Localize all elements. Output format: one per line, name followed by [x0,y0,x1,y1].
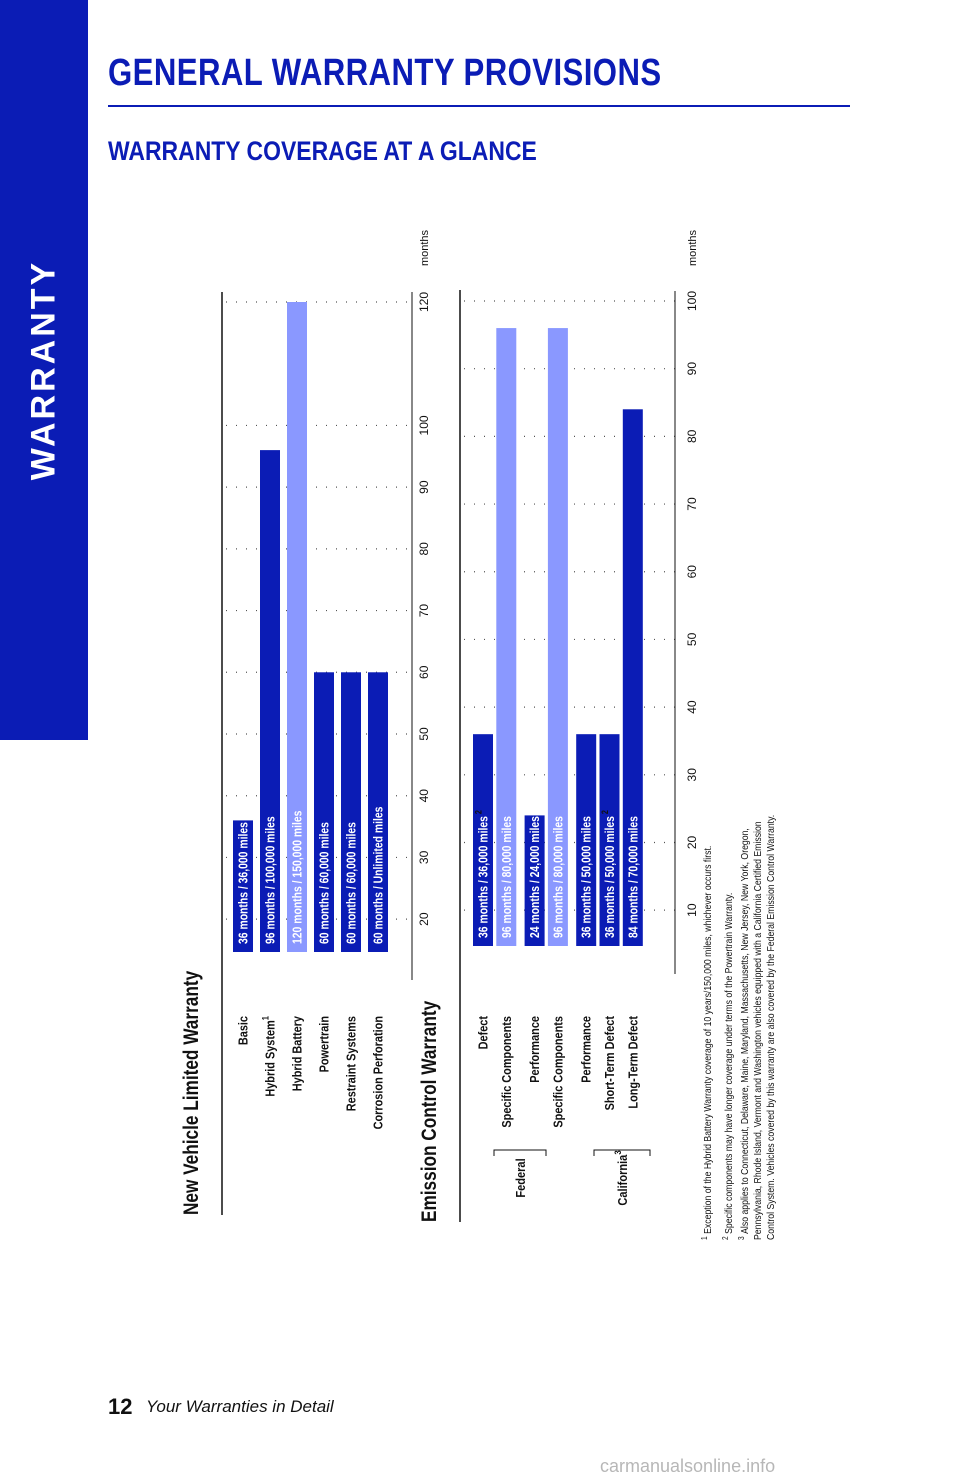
tick-label: 70 [685,497,699,511]
tick-label-group [685,291,699,311]
category-label-group [317,1016,332,1072]
bar-label: 84 months / 70,000 miles [626,816,641,938]
category-label-group [499,1016,514,1128]
footnote-ref: 1 [259,1016,271,1021]
footnote-text [702,1234,714,1236]
bar-label: 36 months / 36,000 miles $^2$ [473,810,491,938]
bar-label: 96 months / 80,000 miles [551,816,566,938]
category-label: Performance [527,1016,543,1083]
tick-label: 90 [417,480,431,494]
category-label: Basic [235,1016,251,1046]
bar-label: 60 months / 60,000 miles [344,822,359,944]
bar-label: 36 months / 36,000 miles [236,822,251,944]
category-label: Performance [578,1016,594,1083]
category-label: Powertrain [316,1016,332,1073]
tick-label: 80 [417,542,431,556]
tick-label: 100 [685,290,699,312]
category-label-group [602,1016,617,1110]
bar-label: 60 months / 60,000 miles [317,822,332,944]
tick-label-group [417,912,431,926]
tick-label: 40 [685,700,699,714]
bar-label: 24 months / 24,000 miles [528,816,543,938]
tick-label: 30 [417,850,431,865]
tick-label-group [417,292,431,312]
footnote-line-group [752,821,764,1240]
category-label-group [527,1016,542,1083]
category-label: Long-Term Defect [625,1016,641,1109]
tick-label: 50 [417,727,431,741]
tick-label-group [685,429,699,443]
bar-label: 120 months / 150,000 miles [290,810,305,944]
group-label: Federal [513,1158,529,1198]
bar-label-group [600,810,617,938]
bar-label: 96 months / 100,000 miles [263,816,278,944]
category-label-group [625,1016,640,1109]
tick-label: 50 [685,632,699,647]
tick-label-group [417,850,431,864]
category-label-group [476,1016,491,1049]
footnote-ref: 2 [473,810,484,817]
chart-title-group [181,971,204,1215]
tick-label-group [417,415,431,435]
chart-title: Emission Control Warranty [418,1000,442,1222]
category-label-group [550,1016,565,1128]
category-label: Restraint Systems [343,1016,359,1112]
tick-label-group [685,565,699,579]
axis-unit-group [687,229,699,266]
bar-label-group [344,822,358,944]
tick-label: 70 [417,603,431,618]
footnote-number: 3 [736,1236,747,1240]
bar-label: 96 months / 80,000 miles [499,816,515,938]
bar-label-group [500,816,514,938]
tick-label-group [685,632,699,646]
category-label: Corrosion Perforation [370,1016,386,1130]
chart-title-group [419,1001,442,1222]
tick-label-group [685,700,699,714]
footnote-ref: 3 [612,1150,624,1155]
footnote-line: $^1$ Exception of the Hybrid Battery Warranty coverage of 10 years/150,000 miles, whichever occurs first. [699,845,715,1240]
tick-label-group [685,497,699,511]
section-title: WARRANTY COVERAGE AT A GLANCE [108,136,537,166]
bar-label: 36 months / 50,000 miles $^2$ [600,810,618,938]
bar-label-group [317,822,331,944]
tick-label-group [417,789,431,803]
category-label-group [371,1016,386,1129]
group-label-group [612,1150,630,1205]
tick-label: 100 [417,415,431,436]
tick-label: 30 [685,768,699,782]
tick-label: 10 [685,903,699,917]
tick-label: 90 [685,362,699,376]
category-label-group [344,1016,359,1112]
tick-label: 40 [417,789,431,803]
footnote-ref: 2 [600,810,611,817]
tick-label-group [417,665,431,679]
page-title: GENERAL WARRANTY PROVISIONS [108,52,662,94]
tick-label-group [417,480,431,494]
footnote-number: 1 [699,1236,710,1240]
tick-label: 60 [417,665,431,679]
bar-label-group [551,816,565,938]
footnote-line: $^3$ Also applies to Connecticut, Delaware, Maine, Maryland, Massachusetts, New Jersey, New York, Oregon, [736,828,752,1240]
footnote-line: Pennsylvania, Rhode Island, Vermont and Washington vehicles equipped with a California Certified Emission [752,821,765,1240]
watermark: carmanualsonline.info [600,1456,776,1476]
page-number: 12 [108,1394,133,1419]
bar-label-group [626,816,640,938]
category-label: Specific Components [498,1016,515,1128]
bar-label: 36 months / 50,000 miles [579,816,595,938]
category-label-group [579,1016,594,1083]
category-label-group [236,1016,251,1045]
footnote-line-group [736,828,751,1240]
footnote-text [723,1234,735,1236]
group-label: California$^3$ [612,1150,631,1206]
footnote-line-group [699,846,714,1240]
category-label: Defect [475,1016,491,1050]
bar-label-group [474,810,491,938]
footnote-line-group [720,893,735,1240]
footnote-text [739,1234,751,1236]
tick-label-group [685,768,699,782]
bar-label-group [580,816,594,938]
footnote-line: $^2$ Specific components may have longer coverage under terms of the Powertrain Warranty. [720,892,736,1240]
tick-label-group [417,604,431,618]
side-tab-label: WARRANTY [24,259,63,481]
footer-caption: Your Warranties in Detail [146,1397,334,1416]
tick-label: 80 [685,429,699,444]
tick-label-group [685,362,699,376]
tick-label: 60 [685,565,699,579]
category-label: Short-Term Defect [602,1016,618,1111]
bar-label-group [528,816,542,938]
group-bracket [494,1150,546,1156]
footnote-line-group [765,815,777,1240]
category-label: Hybrid Battery [289,1016,305,1092]
footnote-line: Control System. Vehicles covered by this warranty are also covered by the Federal Emission Control Warranty. [765,814,778,1240]
bar-label-group [236,822,250,944]
footnote-number: 2 [720,1236,731,1240]
category-label: Specific Components [550,1016,566,1128]
bar-label: 60 months / Unlimited miles [371,806,386,944]
group-label-group [513,1158,528,1197]
category-label-group [260,1016,278,1097]
category-label-group [290,1016,305,1092]
axis-unit: months [419,229,431,267]
tick-label-group [417,727,431,741]
category-label: Hybrid System$^1$ [259,1016,278,1097]
tick-label: 20 [417,912,431,926]
bar-label-group [371,806,385,944]
axis-unit: months [687,229,699,267]
tick-label-group [685,835,699,849]
bar-label-group [263,816,277,944]
axis-unit-group [419,229,431,266]
chart-title: New Vehicle Limited Warranty [180,970,204,1215]
tick-label-group [417,542,431,556]
tick-label: 20 [685,835,699,850]
tick-label: 120 [417,291,431,313]
tick-label-group [685,903,699,917]
bar-label-group [290,810,304,944]
